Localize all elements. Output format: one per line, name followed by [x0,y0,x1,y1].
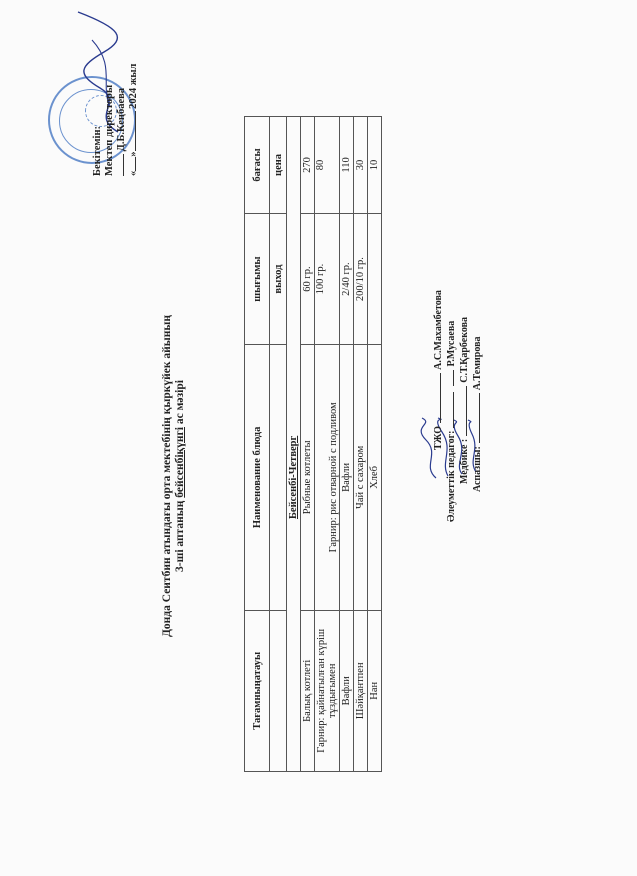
staff-list [432,290,484,522]
row-price: 110 [340,117,354,214]
table-row [340,117,354,772]
approval-line3: Д.Б.Кеңбаева [116,87,127,152]
approval-line1: Бекітемін: [92,125,103,176]
row-kz: Нан [368,610,382,771]
approval-year: 2024 жыл [128,63,139,109]
row-output: 100 гр. [315,213,340,344]
row-output: 60 гр. [301,213,315,344]
row-kz: Шәйқантпен [354,610,368,771]
header-ru-name: Наименование блюда [245,345,270,610]
page-title: Донда Сеитбин атындағы орта мектебінің қыркүйек айының [161,315,173,637]
table-header-row [245,117,270,772]
day-label: Бейсенбі-Четверг [287,345,301,610]
row-ru: Чай с сахаром [354,345,368,610]
staff-row: ТЖОА.С.Махамбетова [433,290,444,450]
staff-row: Аспазшы:А.Темирова [472,336,483,492]
staff-row: Әлеуметтік педагог:Р.Мусаева [446,320,457,522]
approval-line2: Мектеп директоры [104,84,115,176]
day-row [287,117,301,772]
date-open: « [128,170,139,176]
row-output [368,213,382,344]
table-subheader-row [270,117,287,772]
row-price: 80 [315,117,340,214]
row-output: 200/10 гр. [354,213,368,344]
subheader-output: выход [270,213,287,344]
date-close: » [128,151,139,157]
row-ru: Хлеб [368,345,382,610]
row-price: 30 [354,117,368,214]
subheader-kz [270,610,287,771]
approval-block [92,64,140,176]
page-subtitle: 3-ші аптаның бейсенбіқүнгі ас мәзірі [174,380,186,572]
row-ru: Рыбные котлеты [301,345,315,610]
table-row [354,117,368,772]
row-kz: Вафли [340,610,354,771]
row-ru: Гарнир: рис отварной с подливом [315,345,340,610]
row-kz: Гарнир: қайнатылған күріш тұздығымен [315,610,340,771]
header-price: бағасы [245,117,270,214]
row-price: 10 [368,117,382,214]
row-output: 2/40 гр. [340,213,354,344]
menu-table [244,116,382,772]
table-row [368,117,382,772]
header-kz-name: Тағамныңатауы [245,610,270,771]
staff-row: Медбике :С.Т.Қарбекова [459,316,470,484]
subheader-ru [270,345,287,610]
table-row [315,117,340,772]
table-row [301,117,315,772]
header-output: шығымы [245,213,270,344]
row-ru: Вафли [340,345,354,610]
row-price: 270 [301,117,315,214]
row-kz: Балық котлеті [301,610,315,771]
subheader-price: цена [270,117,287,214]
